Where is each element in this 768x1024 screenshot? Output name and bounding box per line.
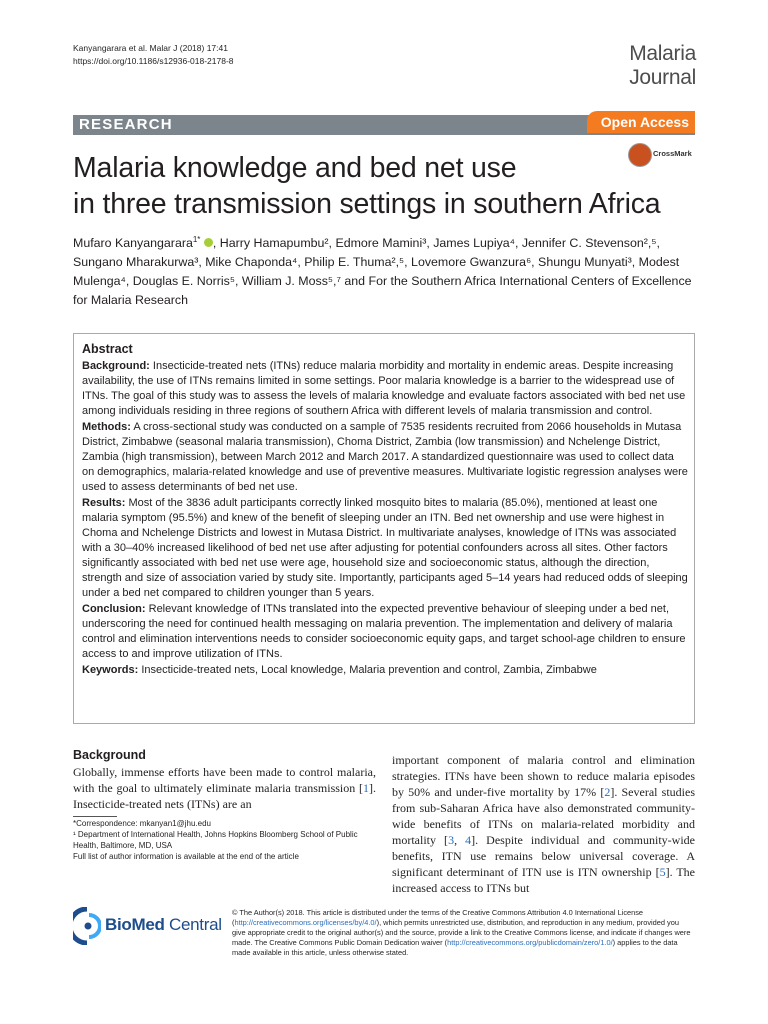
abstract-methods (82, 420, 688, 495)
correspondence-note: *Correspondence: mkanyan1@jhu.edu (73, 819, 211, 828)
background-text: Insecticide-treated nets (ITNs) reduce malaria morbidity and mortality in endemic areas. Despite increasing availability, the use of ITNs remains limited in some settings. Poor malaria knowledge is a barrier to the widespread use of ITNs. The goal of this study was to assess the levels of malaria knowledge and evaluate factors associated with bed net use among individuals residing in three regions of southern Africa with different levels of malaria transmission and control. (82, 360, 686, 417)
results-text: Most of the 3836 adult participants correctly linked mosquito bites to malaria (85.0%), mentioned at least one malaria symptom (95.5%) and knew of the benefit of sleeping under an ITN. Bed net ownership and use were highest in Choma and Nchelenge Districts and lowest in Mutasa District. In multivariate analyses, knowledge of ITNs was associated with a 30–40% increased likelihood of bed net use after adjusting for potential confounders across all sites. Other factors significantly associated with bed net use were age, household size and socioeconomic status, although the direction, strength and size of association varied by study site. Importantly, participants aged 5–14 years had reduced odds of sleeping under a bed net compared to children younger than 5 years. (82, 497, 688, 599)
license-link[interactable]: http://creativecommons.org/licenses/by/4.0/ (234, 918, 377, 927)
abstract-keywords (82, 663, 688, 678)
biomed-central-icon (73, 907, 101, 945)
citation-line: Kanyangarara et al. Malar J (2018) 17:41 (73, 43, 228, 53)
body-text: ]. Despite individual and community-wide benefits, ITN use remains below universal coverage. A significant determinant of ITN use is ITN ownership [ (392, 833, 695, 879)
open-access-badge: Open Access (587, 111, 695, 133)
reference-link[interactable]: 4 (465, 833, 472, 847)
body-text: ]. Several studies from sub-Saharan Africa have also demonstrated community-wide benefits of ITNs on malaria-related morbidity and mortality [ (392, 785, 696, 847)
other-authors: , Harry Hamapumbu², Edmore Mamini³, James Lupiya⁴, Jennifer C. Stevenson²,⁵, Sungano Mharakurwa³, Mike Chaponda⁴, Philip E. Thuma²,⁵, Lovemore Gwanzura⁶, Shungu Munyati³, Modest Mulenga⁴, Douglas E. Norris⁵, William J. Moss⁵,⁷ and For the Southern Africa International Centers of Excellence for Malaria Research (73, 236, 692, 308)
article-type-banner (73, 115, 695, 135)
first-author-affil: 1* (192, 235, 201, 244)
author-info-note: Full list of author information is available at the end of the article (73, 852, 299, 861)
article-title (73, 150, 698, 222)
title-line-2: in three transmission settings in southern Africa (73, 188, 661, 220)
public-domain-link[interactable]: http://creativecommons.org/publicdomain/zero/1.0/ (447, 938, 613, 947)
orcid-icon[interactable] (204, 238, 213, 247)
abstract-heading: Abstract (82, 342, 133, 356)
license-text: ), which permits unrestricted use, distribution, and reproduction in any medium, provided you give appropriate credit to the original author(s) and the source, provide a link to the Creative Commons license, and indicate if changes were made. The Creative Commons Public Domain Dedication waiver ( (232, 918, 691, 947)
abstract-background (82, 359, 688, 419)
body-text: ]. The increased access to ITNs but (392, 865, 696, 895)
publisher-name (105, 915, 222, 935)
methods-text: A cross-sectional study was conducted on a sample of 7535 residents recruited from 2066 households in Mutasa District, Zimbabwe (seasonal malaria transmission), Choma District, Zambia (low transmission) and Nchelenge District, Zambia (high transmission), between March 2012 and March 2017. A standardized questionnaire was used to collect data on demographics, malaria-related knowledge and use of preventive measures. Multivariate logistic regression analyses were used to assess determinants of bed net use. (82, 421, 688, 493)
body-text: Globally, immense efforts have been made to control malaria, with the goal to ultimately eliminate malaria transmission [ (73, 765, 376, 795)
crossmark-label: CrossMark (653, 149, 692, 158)
body-text: ]. Insecticide-treated nets (ITNs) are an (73, 781, 376, 811)
article-type-label: RESEARCH (79, 116, 173, 133)
abstract-results (82, 496, 688, 601)
conclusion-label: Conclusion: (82, 603, 146, 615)
citation-header (73, 42, 234, 68)
footnote-divider (73, 816, 117, 817)
publisher-name-bold: BioMed (105, 915, 165, 934)
methods-label: Methods: (82, 421, 131, 433)
keywords-text: Insecticide-treated nets, Local knowledge, Malaria prevention and control, Zambia, Zimbabwe (141, 664, 597, 676)
license-text: © The Author(s) 2018. This article is distributed under the terms of the Creative Commons Attribution 4.0 International License ( (232, 908, 644, 927)
body-text: , (454, 833, 466, 847)
body-left-column (73, 748, 376, 812)
body-paragraph-right (392, 752, 695, 896)
reference-link[interactable]: 3 (448, 833, 455, 847)
title-line-1: Malaria knowledge and bed net use (73, 152, 517, 184)
publisher-name-regular: Central (164, 915, 222, 934)
footnotes (73, 818, 373, 862)
reference-link[interactable]: 5 (659, 865, 666, 879)
reference-link[interactable]: 1 (363, 781, 369, 795)
author-list (73, 230, 698, 310)
background-label: Background: (82, 360, 150, 372)
abstract-conclusion (82, 602, 688, 662)
license-text: ) applies to the data made available in this article, unless otherwise stated. (232, 938, 678, 957)
license-notice (232, 908, 692, 958)
body-text: important component of malaria control and elimination strategies. ITNs have been shown to reduce malaria episodes by 50% and under-five mortality by 17% [ (392, 753, 695, 799)
keywords-label: Keywords: (82, 664, 139, 676)
first-author: Mufaro Kanyangarara (73, 236, 193, 251)
reference-link[interactable]: 2 (604, 785, 611, 799)
body-paragraph-left (73, 764, 376, 812)
affiliation-note: ¹ Department of International Health, Johns Hopkins Bloomberg School of Public Health, Baltimore, MD, USA (73, 830, 358, 850)
conclusion-text: Relevant knowledge of ITNs translated into the expected preventive behaviour of sleeping under a bed net, underscoring the need for continued health messaging on malaria prevention. The implementation and delivery of malaria control and elimination interventions needs to consider socioeconomic equity gaps, and target school-age children to ensure access to and improve utilization of ITNs. (82, 603, 686, 660)
results-label: Results: (82, 497, 126, 509)
journal-name: Malaria Journal (629, 42, 696, 89)
section-heading: Background (73, 748, 146, 762)
abstract-box (73, 333, 695, 724)
doi-link[interactable]: https://doi.org/10.1186/s12936-018-2178-8 (73, 56, 234, 66)
body-right-column (392, 752, 695, 896)
publisher-logo (73, 907, 223, 953)
